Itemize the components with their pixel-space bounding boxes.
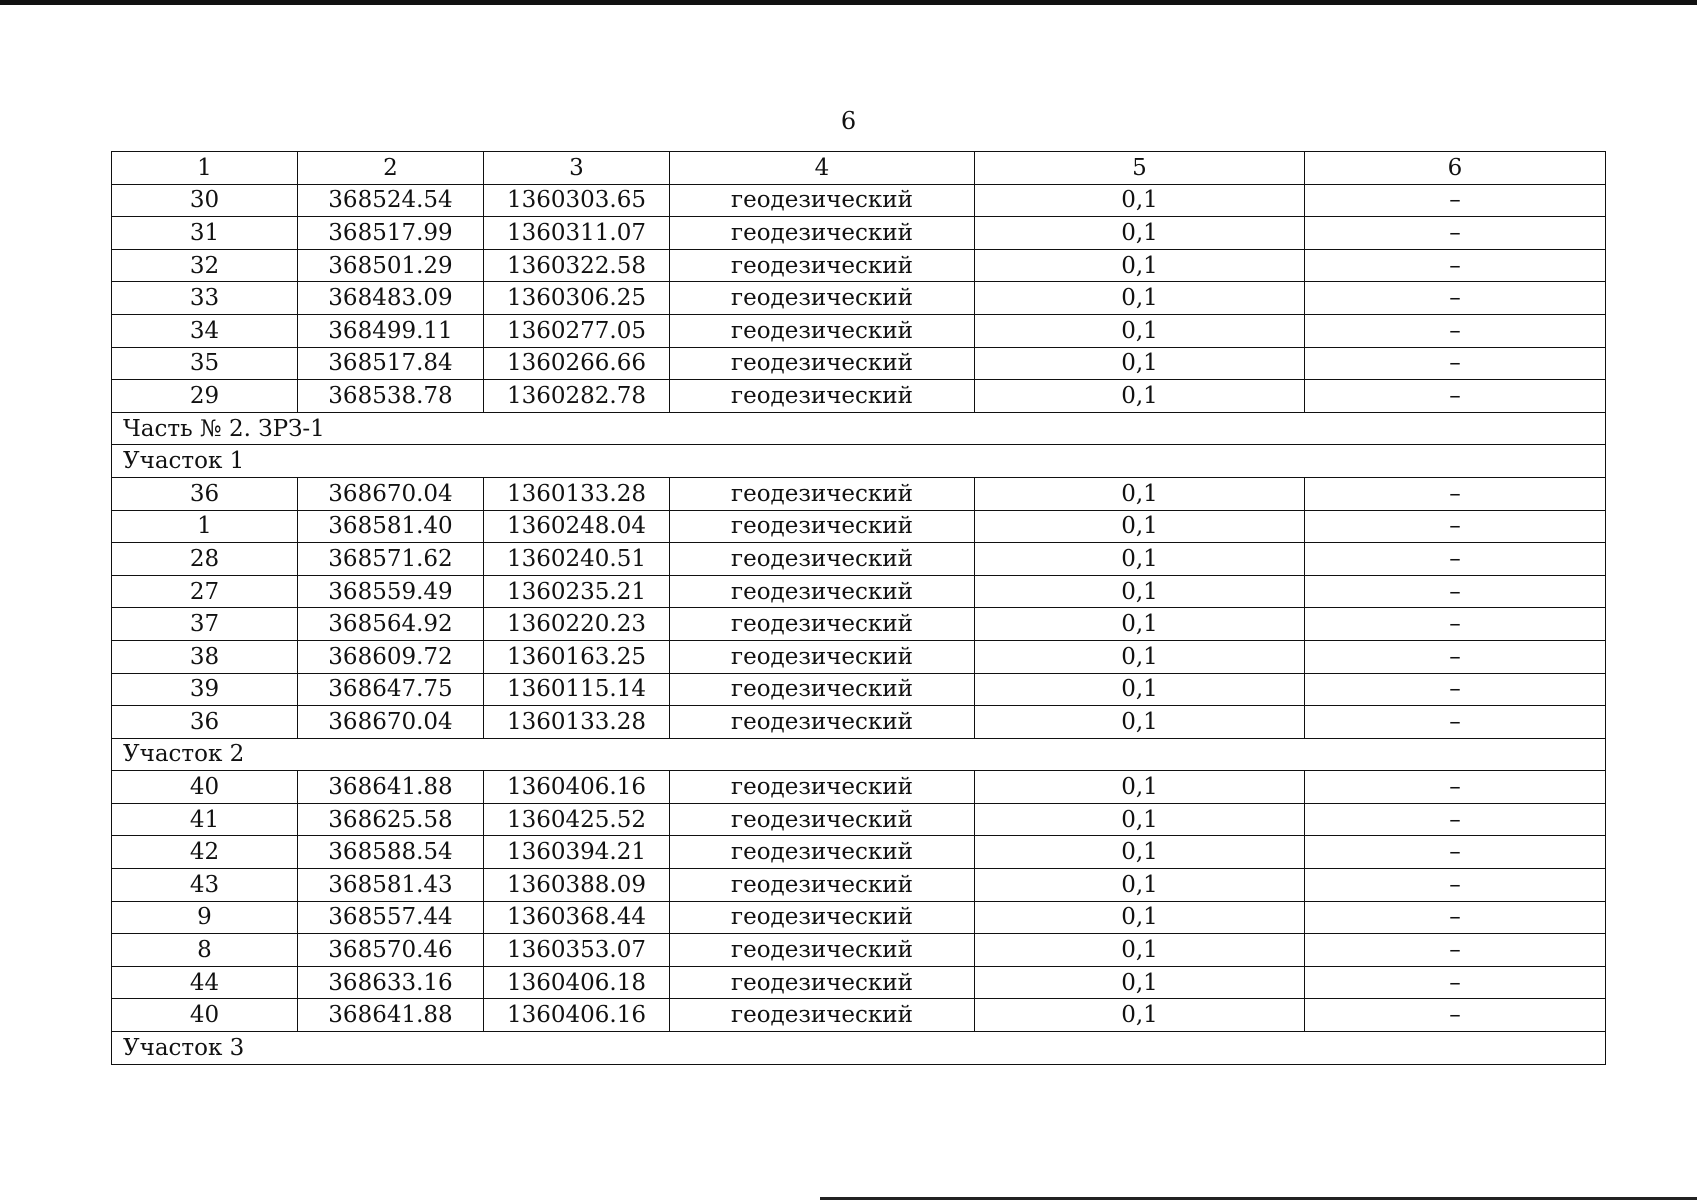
accuracy-cell: 0,1 [975, 901, 1305, 934]
y-coordinate-cell: 1360306.25 [484, 282, 670, 315]
table-row [112, 510, 1606, 543]
point-number-cell: 40 [112, 771, 298, 804]
method-cell: геодезический [670, 184, 975, 217]
table-row [112, 640, 1606, 673]
method-cell: геодезический [670, 771, 975, 804]
accuracy-cell: 0,1 [975, 706, 1305, 739]
table-row [112, 901, 1606, 934]
x-coordinate-cell: 368641.88 [298, 771, 484, 804]
point-number-cell: 32 [112, 249, 298, 282]
y-coordinate-cell: 1360425.52 [484, 803, 670, 836]
point-number-cell: 33 [112, 282, 298, 315]
method-cell: геодезический [670, 934, 975, 967]
x-coordinate-cell: 368524.54 [298, 184, 484, 217]
note-cell: – [1305, 477, 1606, 510]
note-cell: – [1305, 575, 1606, 608]
section-row [112, 738, 1606, 771]
point-number-cell: 27 [112, 575, 298, 608]
note-cell: – [1305, 608, 1606, 641]
table-row [112, 380, 1606, 413]
header-cell-6: 6 [1305, 152, 1606, 185]
table-row [112, 869, 1606, 902]
y-coordinate-cell: 1360406.16 [484, 999, 670, 1032]
point-number-cell: 9 [112, 901, 298, 934]
header-row [112, 152, 1606, 185]
note-cell: – [1305, 543, 1606, 576]
accuracy-cell: 0,1 [975, 543, 1305, 576]
note-cell: – [1305, 673, 1606, 706]
table-row [112, 836, 1606, 869]
point-number-cell: 35 [112, 347, 298, 380]
y-coordinate-cell: 1360406.16 [484, 771, 670, 804]
note-cell: – [1305, 869, 1606, 902]
method-cell: геодезический [670, 347, 975, 380]
note-cell: – [1305, 314, 1606, 347]
table-row [112, 217, 1606, 250]
x-coordinate-cell: 368499.11 [298, 314, 484, 347]
note-cell: – [1305, 380, 1606, 413]
y-coordinate-cell: 1360235.21 [484, 575, 670, 608]
accuracy-cell: 0,1 [975, 869, 1305, 902]
method-cell: геодезический [670, 217, 975, 250]
accuracy-cell: 0,1 [975, 608, 1305, 641]
point-number-cell: 31 [112, 217, 298, 250]
x-coordinate-cell: 368559.49 [298, 575, 484, 608]
note-cell: – [1305, 803, 1606, 836]
method-cell: геодезический [670, 673, 975, 706]
y-coordinate-cell: 1360220.23 [484, 608, 670, 641]
x-coordinate-cell: 368501.29 [298, 249, 484, 282]
method-cell: геодезический [670, 901, 975, 934]
note-cell: – [1305, 999, 1606, 1032]
accuracy-cell: 0,1 [975, 803, 1305, 836]
scan-top-edge [0, 0, 1697, 5]
point-number-cell: 34 [112, 314, 298, 347]
point-number-cell: 29 [112, 380, 298, 413]
accuracy-cell: 0,1 [975, 966, 1305, 999]
point-number-cell: 1 [112, 510, 298, 543]
table-row [112, 477, 1606, 510]
method-cell: геодезический [670, 380, 975, 413]
y-coordinate-cell: 1360353.07 [484, 934, 670, 967]
accuracy-cell: 0,1 [975, 347, 1305, 380]
y-coordinate-cell: 1360133.28 [484, 706, 670, 739]
note-cell: – [1305, 249, 1606, 282]
point-number-cell: 36 [112, 706, 298, 739]
table-row [112, 575, 1606, 608]
header-cell-1: 1 [112, 152, 298, 185]
note-cell: – [1305, 934, 1606, 967]
point-number-cell: 43 [112, 869, 298, 902]
x-coordinate-cell: 368670.04 [298, 477, 484, 510]
y-coordinate-cell: 1360133.28 [484, 477, 670, 510]
y-coordinate-cell: 1360115.14 [484, 673, 670, 706]
method-cell: геодезический [670, 477, 975, 510]
x-coordinate-cell: 368483.09 [298, 282, 484, 315]
note-cell: – [1305, 347, 1606, 380]
table-row [112, 803, 1606, 836]
x-coordinate-cell: 368625.58 [298, 803, 484, 836]
accuracy-cell: 0,1 [975, 575, 1305, 608]
method-cell: геодезический [670, 314, 975, 347]
section-row [112, 412, 1606, 445]
point-number-cell: 44 [112, 966, 298, 999]
accuracy-cell: 0,1 [975, 249, 1305, 282]
section-label: Участок 2 [112, 738, 1606, 771]
method-cell: геодезический [670, 803, 975, 836]
point-number-cell: 39 [112, 673, 298, 706]
note-cell: – [1305, 771, 1606, 804]
point-number-cell: 28 [112, 543, 298, 576]
table-row [112, 999, 1606, 1032]
method-cell: геодезический [670, 836, 975, 869]
y-coordinate-cell: 1360266.66 [484, 347, 670, 380]
x-coordinate-cell: 368641.88 [298, 999, 484, 1032]
accuracy-cell: 0,1 [975, 640, 1305, 673]
y-coordinate-cell: 1360277.05 [484, 314, 670, 347]
x-coordinate-cell: 368517.84 [298, 347, 484, 380]
method-cell: геодезический [670, 543, 975, 576]
method-cell: геодезический [670, 608, 975, 641]
accuracy-cell: 0,1 [975, 217, 1305, 250]
accuracy-cell: 0,1 [975, 314, 1305, 347]
method-cell: геодезический [670, 510, 975, 543]
accuracy-cell: 0,1 [975, 673, 1305, 706]
point-number-cell: 37 [112, 608, 298, 641]
section-row [112, 445, 1606, 478]
point-number-cell: 30 [112, 184, 298, 217]
header-cell-5: 5 [975, 152, 1305, 185]
y-coordinate-cell: 1360406.18 [484, 966, 670, 999]
y-coordinate-cell: 1360248.04 [484, 510, 670, 543]
x-coordinate-cell: 368588.54 [298, 836, 484, 869]
header-cell-4: 4 [670, 152, 975, 185]
x-coordinate-cell: 368647.75 [298, 673, 484, 706]
table-row [112, 966, 1606, 999]
accuracy-cell: 0,1 [975, 934, 1305, 967]
y-coordinate-cell: 1360240.51 [484, 543, 670, 576]
note-cell: – [1305, 901, 1606, 934]
note-cell: – [1305, 836, 1606, 869]
accuracy-cell: 0,1 [975, 184, 1305, 217]
x-coordinate-cell: 368633.16 [298, 966, 484, 999]
x-coordinate-cell: 368670.04 [298, 706, 484, 739]
table-row [112, 673, 1606, 706]
y-coordinate-cell: 1360368.44 [484, 901, 670, 934]
point-number-cell: 41 [112, 803, 298, 836]
point-number-cell: 8 [112, 934, 298, 967]
coordinates-table [111, 151, 1606, 1065]
note-cell: – [1305, 510, 1606, 543]
accuracy-cell: 0,1 [975, 836, 1305, 869]
method-cell: геодезический [670, 999, 975, 1032]
note-cell: – [1305, 966, 1606, 999]
x-coordinate-cell: 368564.92 [298, 608, 484, 641]
table-row [112, 934, 1606, 967]
section-row [112, 1032, 1606, 1065]
accuracy-cell: 0,1 [975, 282, 1305, 315]
table-row [112, 771, 1606, 804]
x-coordinate-cell: 368538.78 [298, 380, 484, 413]
table-row [112, 706, 1606, 739]
table-row [112, 282, 1606, 315]
table-row [112, 347, 1606, 380]
point-number-cell: 38 [112, 640, 298, 673]
y-coordinate-cell: 1360303.65 [484, 184, 670, 217]
note-cell: – [1305, 217, 1606, 250]
section-label: Часть № 2. ЗРЗ-1 [112, 412, 1606, 445]
method-cell: геодезический [670, 282, 975, 315]
note-cell: – [1305, 706, 1606, 739]
x-coordinate-cell: 368581.43 [298, 869, 484, 902]
method-cell: геодезический [670, 869, 975, 902]
note-cell: – [1305, 282, 1606, 315]
method-cell: геодезический [670, 575, 975, 608]
y-coordinate-cell: 1360282.78 [484, 380, 670, 413]
header-cell-3: 3 [484, 152, 670, 185]
section-label: Участок 3 [112, 1032, 1606, 1065]
header-cell-2: 2 [298, 152, 484, 185]
note-cell: – [1305, 184, 1606, 217]
y-coordinate-cell: 1360394.21 [484, 836, 670, 869]
table-body [112, 152, 1606, 1065]
method-cell: геодезический [670, 249, 975, 282]
y-coordinate-cell: 1360322.58 [484, 249, 670, 282]
x-coordinate-cell: 368517.99 [298, 217, 484, 250]
note-cell: – [1305, 640, 1606, 673]
point-number-cell: 40 [112, 999, 298, 1032]
accuracy-cell: 0,1 [975, 999, 1305, 1032]
x-coordinate-cell: 368581.40 [298, 510, 484, 543]
point-number-cell: 42 [112, 836, 298, 869]
method-cell: геодезический [670, 640, 975, 673]
page-number: 6 [840, 107, 857, 135]
method-cell: геодезический [670, 706, 975, 739]
accuracy-cell: 0,1 [975, 771, 1305, 804]
table-row [112, 249, 1606, 282]
point-number-cell: 36 [112, 477, 298, 510]
x-coordinate-cell: 368571.62 [298, 543, 484, 576]
method-cell: геодезический [670, 966, 975, 999]
y-coordinate-cell: 1360163.25 [484, 640, 670, 673]
x-coordinate-cell: 368557.44 [298, 901, 484, 934]
y-coordinate-cell: 1360311.07 [484, 217, 670, 250]
accuracy-cell: 0,1 [975, 477, 1305, 510]
section-label: Участок 1 [112, 445, 1606, 478]
accuracy-cell: 0,1 [975, 510, 1305, 543]
x-coordinate-cell: 368609.72 [298, 640, 484, 673]
x-coordinate-cell: 368570.46 [298, 934, 484, 967]
table-row [112, 543, 1606, 576]
table-row [112, 314, 1606, 347]
table-row [112, 184, 1606, 217]
y-coordinate-cell: 1360388.09 [484, 869, 670, 902]
table-row [112, 608, 1606, 641]
accuracy-cell: 0,1 [975, 380, 1305, 413]
